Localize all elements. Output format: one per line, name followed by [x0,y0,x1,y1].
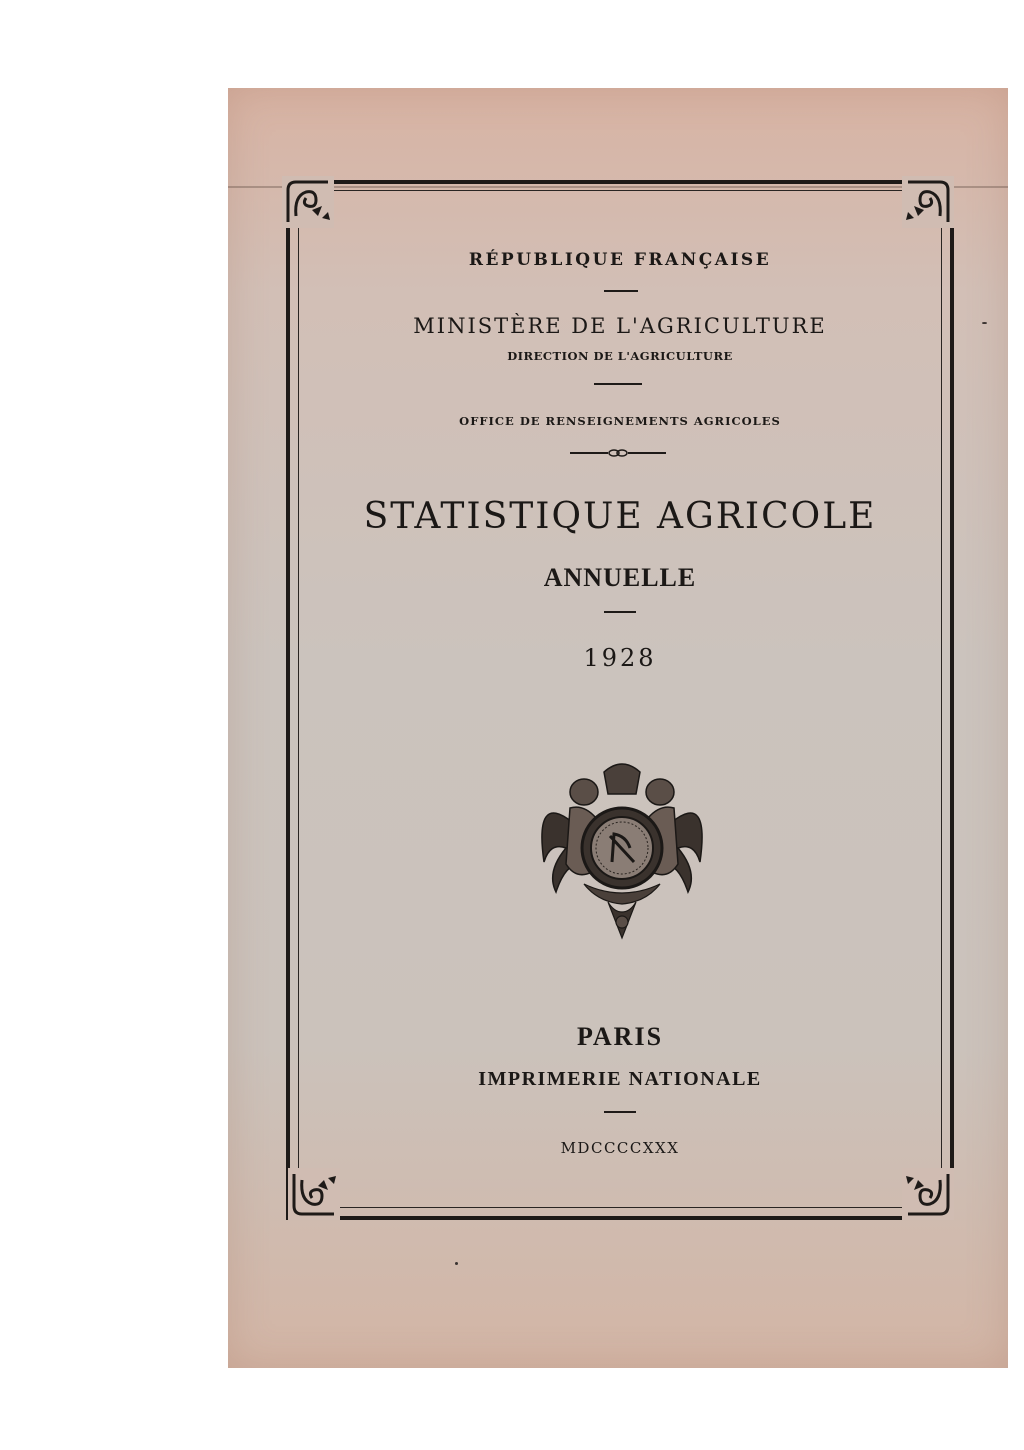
publication-city: PARIS [576,1022,664,1051]
printer-name: IMPRIMERIE NATIONALE [478,1068,762,1090]
divider-rule [604,1111,636,1113]
republic-heading: RÉPUBLIQUE FRANÇAISE [468,250,772,270]
inner-border-frame [298,190,942,1208]
divider-rule [604,290,638,292]
divider-rule [604,611,636,613]
corner-ornament-top-right-icon [902,176,954,228]
document-title: STATISTIQUE AGRICOLE [363,496,877,537]
print-year-roman: MDCCCCXXX [560,1139,680,1157]
office-heading: OFFICE DE RENSEIGNEMENTS AGRICOLES [459,414,781,428]
corner-ornament-bottom-right-icon [902,1168,954,1220]
document-subtitle: ANNUELLE [543,563,697,592]
ministry-heading: MINISTÈRE DE L'AGRICULTURE [413,314,827,338]
ornamental-divider-icon [570,445,666,461]
paper-speck [455,1262,458,1265]
republic-seal-emblem-icon [526,752,718,942]
corner-ornament-bottom-left-icon [288,1168,340,1220]
corner-ornament-top-left-icon [282,176,334,228]
divider-rule [594,383,642,385]
document-year: 1928 [583,644,657,672]
paper-speck [982,322,987,324]
direction-heading: DIRECTION DE L'AGRICULTURE [507,349,733,363]
